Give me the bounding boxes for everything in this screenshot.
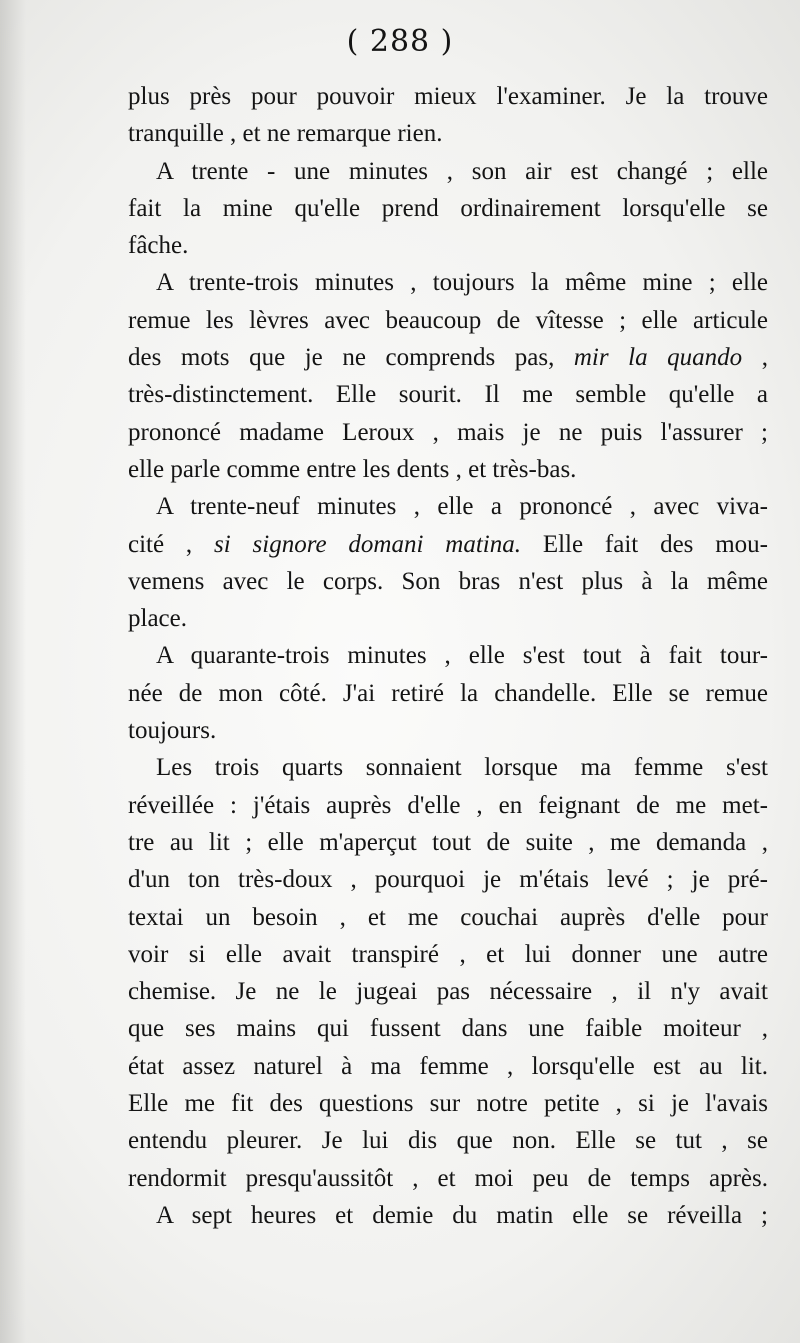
text-line: voir si elle avait transpiré , et lui donner une autre bbox=[128, 940, 768, 968]
text-line: A trente - une minutes , son air est changé ; elle bbox=[156, 157, 768, 185]
text-line: tre au lit ; elle m'aperçut tout de suite , me demanda , bbox=[128, 828, 768, 856]
text-line: plus près pour pouvoir mieux l'examiner. Je la trouve bbox=[128, 83, 768, 110]
text-line: Les trois quarts sonnaient lorsque ma femme s'est bbox=[156, 754, 768, 782]
text-line: réveillée : j'étais auprès d'elle , en feignant de me met- bbox=[128, 791, 768, 819]
text-line: Elle me fit des questions sur notre petite , si je l'avais bbox=[128, 1090, 768, 1118]
page-number: ( 288 ) bbox=[346, 24, 454, 59]
text-line: chemise. Je ne le jugeai pas nécessaire , il n'y avait bbox=[128, 978, 768, 1006]
text-line: que ses mains qui fussent dans une faible moiteur , bbox=[128, 1015, 768, 1043]
text-line: entendu pleurer. Je lui dis que non. Elle se tut , se bbox=[128, 1127, 768, 1155]
text-line: A sept heures et demie du matin elle se réveilla ; bbox=[156, 1201, 768, 1229]
text-line: A quarante-trois minutes , elle s'est tout à fait tour- bbox=[156, 642, 768, 670]
text-line: A trente-trois minutes , toujours la même mine ; elle bbox=[156, 269, 768, 297]
text-line: remue les lèvres avec beaucoup de vîtesse ; elle articule bbox=[128, 306, 768, 334]
text-line: place. bbox=[128, 605, 187, 633]
text-line: toujours. bbox=[128, 717, 217, 745]
body-text bbox=[128, 78, 768, 1234]
text-segment: , bbox=[742, 344, 768, 372]
text-line: textai un besoin , et me couchai auprès d'elle pour bbox=[128, 903, 768, 931]
page-gutter-shadow bbox=[0, 0, 26, 1343]
text-line: rendormit presqu'aussitôt , et moi peu de temps après. bbox=[128, 1164, 768, 1192]
text-line: tranquille , et ne remarque rien. bbox=[128, 120, 443, 148]
text-line: née de mon côté. J'ai retiré la chandelle. Elle se remue bbox=[128, 679, 768, 707]
text-line: d'un ton très-doux , pourquoi je m'étais levé ; je pré- bbox=[128, 866, 768, 894]
text-line: prononcé madame Leroux , mais je ne puis l'assurer ; bbox=[128, 418, 768, 446]
text-line: elle parle comme entre les dents , et très-bas. bbox=[128, 455, 577, 483]
text-line: A trente-neuf minutes , elle a prononcé , avec viva- bbox=[156, 493, 768, 521]
text-line: état assez naturel à ma femme , lorsqu'elle est au lit. bbox=[128, 1052, 768, 1080]
text-line bbox=[128, 526, 768, 563]
text-line: fâche. bbox=[128, 232, 189, 260]
text-line: vemens avec le corps. Son bras n'est plus à la même bbox=[128, 567, 768, 595]
italic-phrase: mir la quando bbox=[573, 344, 743, 372]
text-segment: des mots que je ne comprends pas, bbox=[128, 344, 574, 372]
text-line: fait la mine qu'elle prend ordinairement lorsqu'elle se bbox=[128, 194, 768, 222]
text-segment: cité , bbox=[128, 530, 215, 558]
italic-phrase: si signore domani matina. bbox=[214, 530, 521, 558]
text-segment: Elle fait des mou- bbox=[520, 530, 768, 558]
text-line: très-distinctement. Elle sourit. Il me semble qu'elle a bbox=[128, 381, 768, 409]
text-line bbox=[128, 339, 768, 376]
